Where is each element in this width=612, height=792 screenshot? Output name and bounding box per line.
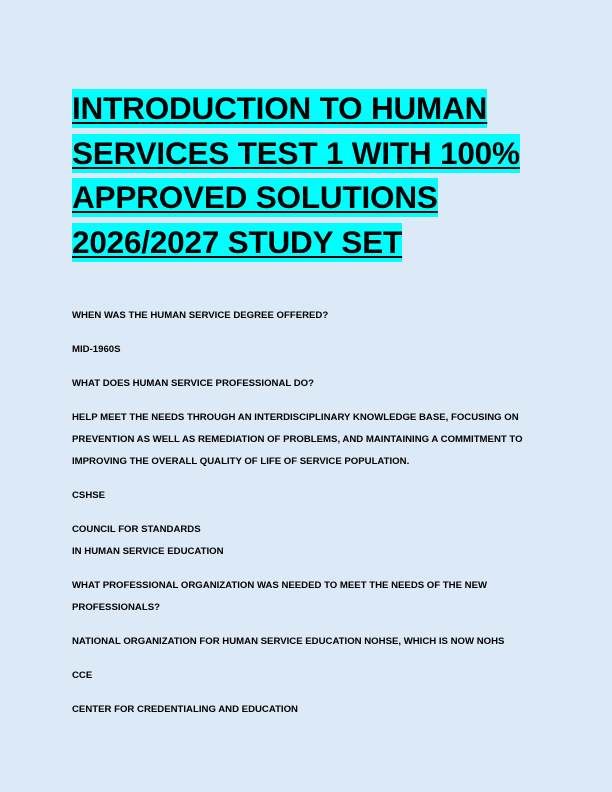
definition-cshse: COUNCIL FOR STANDARDS IN HUMAN SERVICE EDUCATION [72, 524, 224, 557]
document-title [72, 86, 542, 264]
document-title-text: INTRODUCTION TO HUMAN SERVICES TEST 1 WITH 100% APPROVED SOLUTIONS 2026/2027 STUDY SET [72, 90, 520, 260]
qa-list [72, 305, 542, 733]
answer-degree-offered: MID-1960S [72, 344, 121, 355]
definition-cce: CENTER FOR CREDENTIALING AND EDUCATION [72, 704, 298, 715]
question-professional-do: WHAT DOES HUMAN SERVICE PROFESSIONAL DO? [72, 378, 314, 389]
answer-professional-do: HELP MEET THE NEEDS THROUGH AN INTERDISCIPLINARY KNOWLEDGE BASE, FOCUSING ON PREVENTION AS WELL AS REMEDIATION OF PROBLEMS, AND MAINTAINING A COMMITMENT TO IMPROVING THE OVERALL QUALITY OF LIFE OF SERVICE POPULATION. [72, 412, 523, 467]
term-cshse: CSHSE [72, 490, 106, 501]
question-professional-organization: WHAT PROFESSIONAL ORGANIZATION WAS NEEDED TO MEET THE NEEDS OF THE NEW PROFESSIONALS? [72, 580, 488, 613]
answer-professional-organization: NATIONAL ORGANIZATION FOR HUMAN SERVICE EDUCATION NOHSE, WHICH IS NOW NOHS [72, 636, 505, 647]
term-cce: CCE [72, 670, 93, 681]
question-degree-offered: WHEN WAS THE HUMAN SERVICE DEGREE OFFERED? [72, 310, 329, 321]
